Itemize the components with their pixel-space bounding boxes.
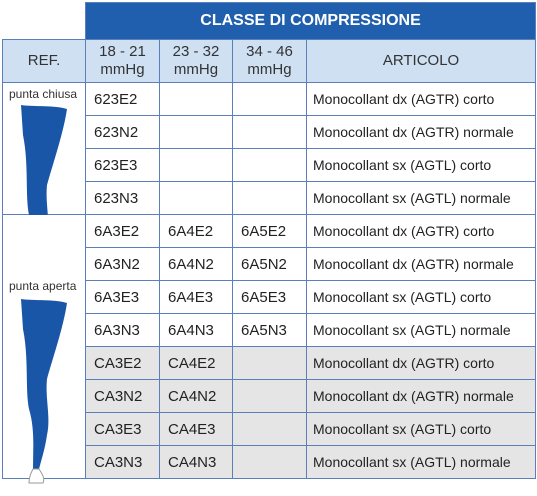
code-cell: 623N3: [86, 182, 160, 215]
code-cell: [233, 413, 307, 446]
code-cell: 623E2: [86, 83, 160, 116]
code-cell: 6A4E2: [160, 215, 233, 248]
article-cell: Monocollant sx (AGTL) corto: [307, 413, 536, 446]
code-cell: 623E3: [86, 149, 160, 182]
header-ref: REF.: [3, 40, 86, 83]
code-cell: 6A5E2: [233, 215, 307, 248]
header-class-1-label: 18 - 21 mmHg: [99, 43, 146, 78]
code-cell: [233, 182, 307, 215]
article-cell: Monocollant dx (AGTR) normale: [307, 116, 536, 149]
code-cell: CA3N2: [86, 380, 160, 413]
table-row: [3, 83, 536, 116]
code-cell: [160, 116, 233, 149]
code-cell: 6A3N2: [86, 248, 160, 281]
article-cell: Monocollant dx (AGTR) corto: [307, 347, 536, 380]
article-cell: Monocollant dx (AGTR) corto: [307, 215, 536, 248]
code-cell: [160, 149, 233, 182]
ref-group-closed: [3, 83, 86, 215]
code-cell: [233, 347, 307, 380]
table-row: [3, 215, 536, 248]
code-cell: CA4E3: [160, 413, 233, 446]
code-cell: 6A5N2: [233, 248, 307, 281]
code-cell: CA4N2: [160, 380, 233, 413]
header-articolo: ARTICOLO: [307, 40, 536, 83]
code-cell: [160, 182, 233, 215]
header-class-2-label: 23 - 32 mmHg: [172, 43, 220, 78]
table-title: CLASSE DI COMPRESSIONE: [86, 3, 536, 40]
code-cell: CA3N3: [86, 446, 160, 479]
code-cell: 6A4E3: [160, 281, 233, 314]
header-class-3-label: 34 - 46 mmHg: [246, 43, 293, 78]
code-cell: 6A5E3: [233, 281, 307, 314]
code-cell: CA3E2: [86, 347, 160, 380]
code-cell: 623N2: [86, 116, 160, 149]
code-cell: [233, 149, 307, 182]
article-cell: Monocollant sx (AGTL) corto: [307, 149, 536, 182]
ref-group-label: punta chiusa: [9, 87, 78, 101]
code-cell: [160, 83, 233, 116]
article-cell: Monocollant sx (AGTL) normale: [307, 314, 536, 347]
title-spacer: [3, 3, 86, 40]
header-class-1: [86, 40, 160, 83]
code-cell: CA4N3: [160, 446, 233, 479]
article-cell: Monocollant dx (AGTR) normale: [307, 380, 536, 413]
ref-group-open: [3, 215, 86, 479]
article-cell: Monocollant sx (AGTL) normale: [307, 182, 536, 215]
code-cell: [233, 380, 307, 413]
header-class-2: [160, 40, 233, 83]
code-cell: 6A4N2: [160, 248, 233, 281]
code-cell: 6A3E2: [86, 215, 160, 248]
stocking-open-icon: [15, 299, 73, 489]
article-cell: Monocollant sx (AGTL) normale: [307, 446, 536, 479]
article-cell: Monocollant sx (AGTL) corto: [307, 281, 536, 314]
code-cell: CA3E3: [86, 413, 160, 446]
article-cell: Monocollant dx (AGTR) normale: [307, 248, 536, 281]
compression-table: [2, 2, 536, 479]
code-cell: [233, 446, 307, 479]
code-cell: 6A3N3: [86, 314, 160, 347]
code-cell: [233, 116, 307, 149]
header-class-3: [233, 40, 307, 83]
article-cell: Monocollant dx (AGTR) corto: [307, 83, 536, 116]
code-cell: 6A3E3: [86, 281, 160, 314]
code-cell: CA4E2: [160, 347, 233, 380]
ref-group-label: punta aperta: [9, 279, 77, 293]
code-cell: 6A5N3: [233, 314, 307, 347]
code-cell: 6A4N3: [160, 314, 233, 347]
code-cell: [233, 83, 307, 116]
